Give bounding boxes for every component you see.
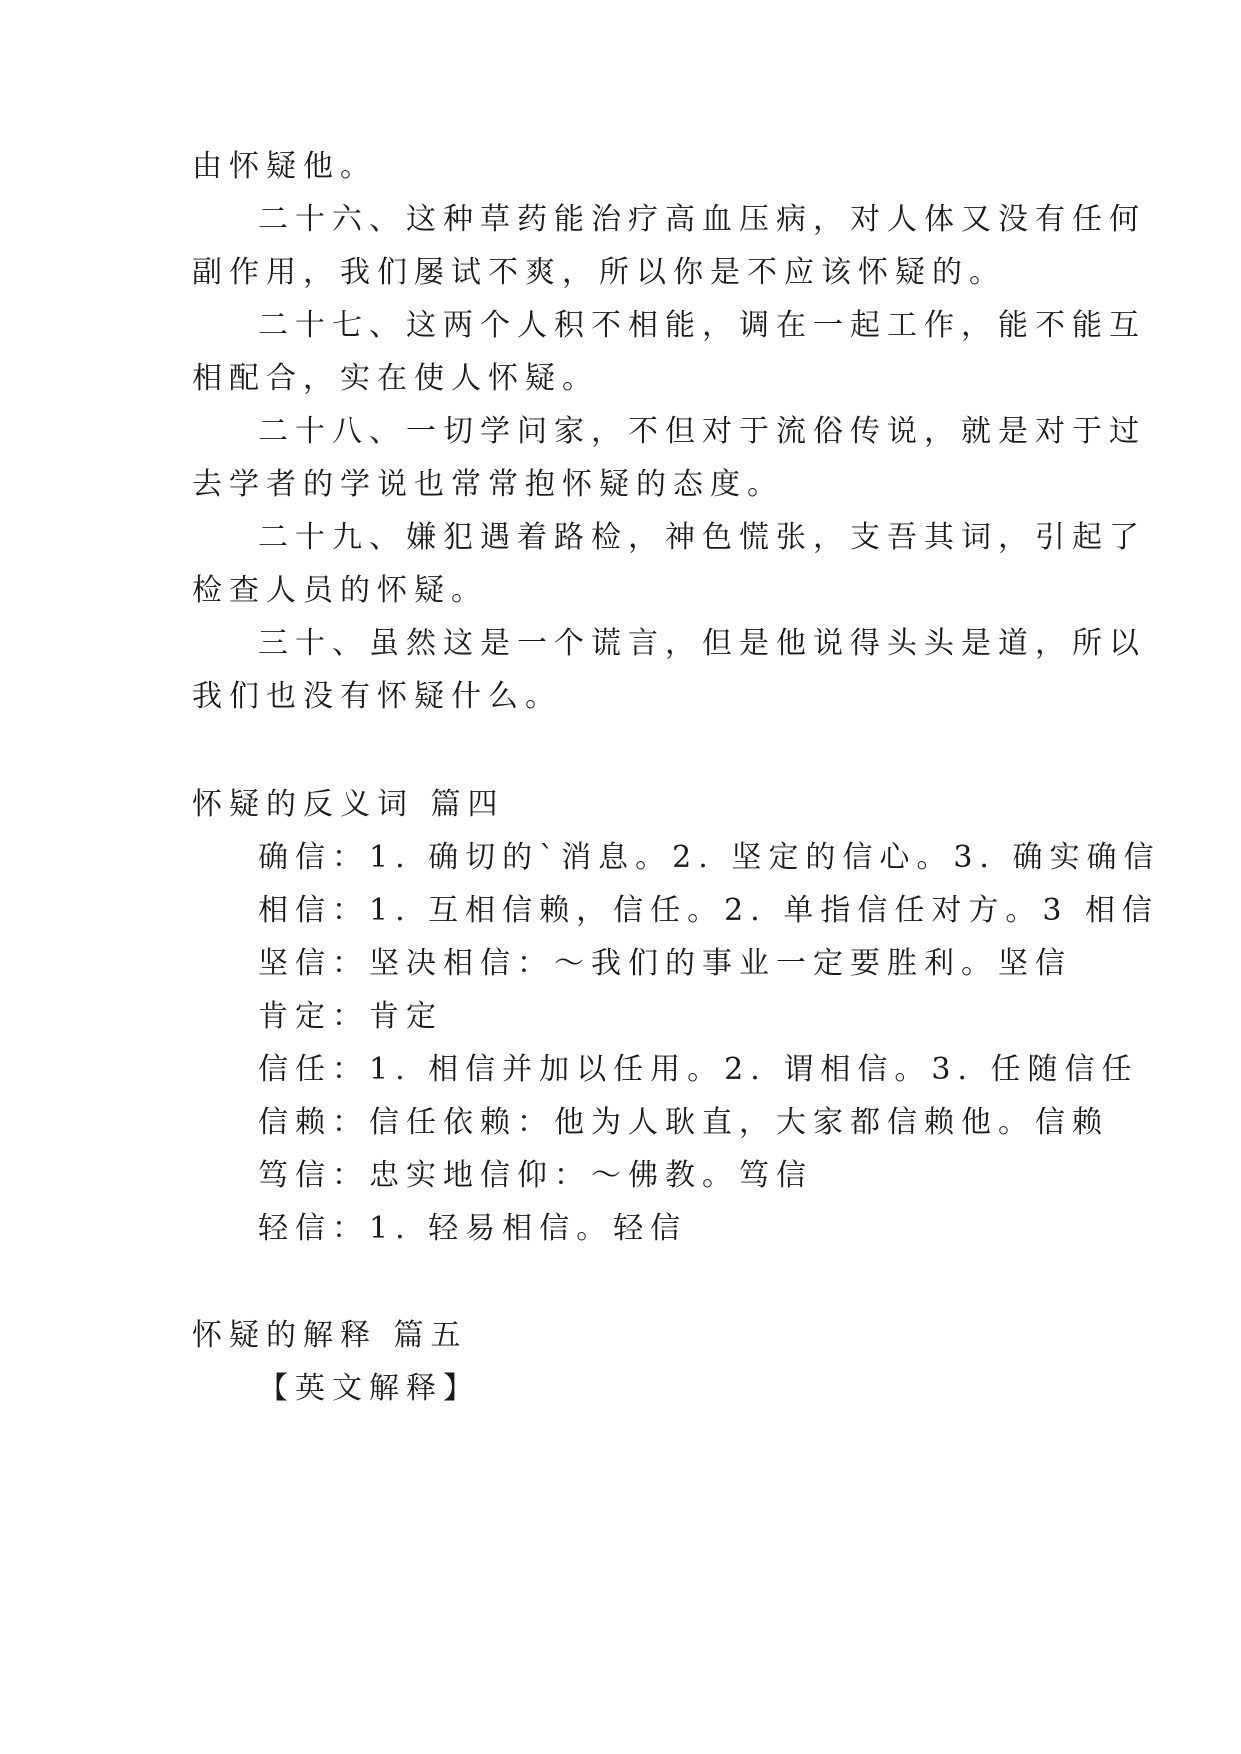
antonym-entry: 信赖：信任依赖：他为人耿直，大家都信赖他。信赖 [258,1105,1109,1140]
paragraph-line: 由怀疑他。 [192,149,377,184]
antonym-entry: 笃信：忠实地信仰：～佛教。笃信 [258,1158,813,1193]
paragraph-line: 二十九、嫌犯遇着路检，神色慌张，支吾其词，引起了 [258,520,1146,555]
paragraph-line: 二十七、这两个人积不相能，调在一起工作，能不能互 [258,308,1146,343]
antonym-entry: 肯定：肯定 [258,999,443,1034]
section-heading: 怀疑的反义词 篇四 [192,787,505,822]
section-subheading: 【英文解释】 [258,1371,480,1406]
antonym-entry: 确信：1. 确切的`消息。2. 坚定的信心。3. 确实确信 [258,840,1161,875]
section-heading: 怀疑的解释 篇五 [192,1318,468,1353]
paragraph-line: 我们也没有怀疑什么。 [192,679,562,714]
paragraph-line: 副作用，我们屡试不爽，所以你是不应该怀疑的。 [192,255,1006,290]
paragraph-line: 相配合，实在使人怀疑。 [192,361,599,396]
antonym-entry: 坚信：坚决相信：～我们的事业一定要胜利。坚信 [258,946,1072,981]
antonym-entry: 信任：1. 相信并加以任用。2. 谓相信。3. 任随信任 [258,1052,1139,1087]
paragraph-line: 去学者的学说也常常抱怀疑的态度。 [192,467,784,502]
paragraph-line: 二十八、一切学问家，不但对于流俗传说，就是对于过 [258,414,1146,449]
antonym-entry: 轻信：1. 轻易相信。轻信 [258,1211,688,1246]
paragraph-line: 三十、虽然这是一个谎言，但是他说得头头是道，所以 [258,626,1146,661]
paragraph-line: 检查人员的怀疑。 [192,573,488,608]
antonym-entry: 相信：1. 互相信赖，信任。2. 单指信任对方。3 相信 [258,893,1159,928]
paragraph-line: 二十六、这种草药能治疗高血压病，对人体又没有任何 [258,202,1146,237]
